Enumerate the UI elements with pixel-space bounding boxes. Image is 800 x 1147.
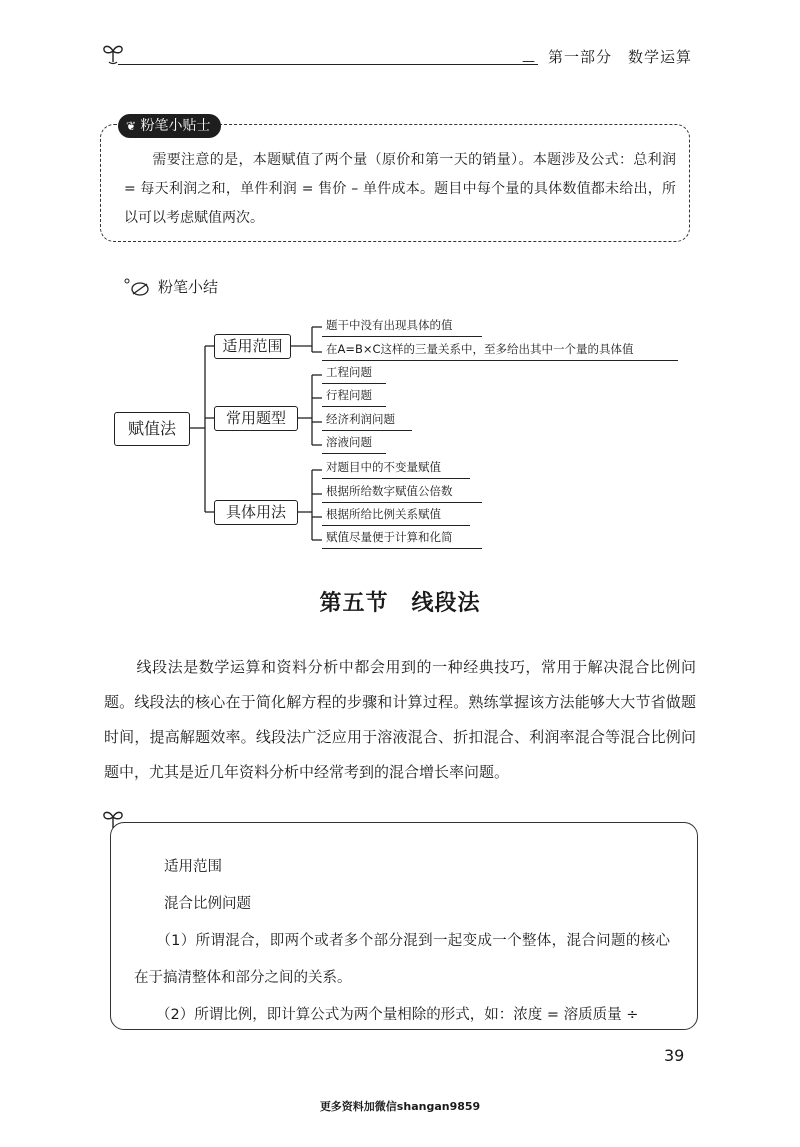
mindmap-leaf: 在A=B×C这样的三量关系中，至多给出其中一个量的具体值 xyxy=(322,340,678,361)
tip-paragraph: 需要注意的是，本题赋值了两个量（原价和第一天的销量）。本题涉及公式：总利润 = 每天利润之和，单件利润 = 售价 – 单件成本。题目中每个量的具体数值都未给出，所以可以考虑赋值两次。 xyxy=(124,152,676,226)
running-header: 第一部分 数学运算 xyxy=(548,48,693,66)
header-dash: — xyxy=(522,54,535,69)
section-paragraph: 线段法是数学运算和资料分析中都会用到的一种经典技巧，常用于解决混合比例问题。线段法的核心在于简化解方程的步骤和计算过程。熟练掌握该方法能够大大节省做题时间，提高解题效率。线段法广泛应用于溶液混合、折扣混合、利润率混合等混合比例问题中，尤其是近几年资料分析中经常考到的混合增长率问题。 xyxy=(104,658,696,781)
mindmap-leaf: 对题目中的不变量赋值 xyxy=(322,458,470,479)
mindmap-leaf: 题干中没有出现具体的值 xyxy=(322,316,482,337)
summary-title: 粉笔小结 xyxy=(158,278,219,296)
mindmap-leaf: 赋值尽量便于计算和化简 xyxy=(322,528,482,549)
mindmap-leaf: 行程问题 xyxy=(322,386,386,407)
tip-label-text: 粉笔小贴士 xyxy=(140,118,211,134)
mindmap-leaf: 溶液问题 xyxy=(322,433,386,454)
mindmap-branch-usage: 具体用法 xyxy=(214,500,298,525)
mindmap-leaf: 工程问题 xyxy=(322,363,386,384)
mindmap-branch-types: 常用题型 xyxy=(214,406,298,431)
mindmap-leaf: 根据所给数字赋值公倍数 xyxy=(322,482,482,503)
box-item-2: （2）所谓比例，即计算公式为两个量相除的形式，如：浓度 = 溶质质量 ÷ xyxy=(156,1007,639,1023)
section-title: 第五节 线段法 xyxy=(319,591,481,616)
mindmap-leaf: 经济利润问题 xyxy=(322,410,412,431)
page-number: 39 xyxy=(664,1046,685,1065)
mindmap-branch-scope: 适用范围 xyxy=(214,334,291,359)
box-heading: 适用范围 xyxy=(164,859,222,875)
mindmap-leaf: 根据所给比例关系赋值 xyxy=(322,505,470,526)
sprout-icon: ❦ xyxy=(126,119,137,133)
footer-note: 更多资料加微信shangan9859 xyxy=(319,1100,481,1113)
sprout-icon xyxy=(100,806,126,832)
mindmap-root: 赋值法 xyxy=(114,412,190,446)
box-item-1: （1）所谓混合，即两个或者多个部分混到一起变成一个整体，混合问题的核心在于搞清整体和部分之间的关系。 xyxy=(134,933,670,986)
box-subheading: 混合比例问题 xyxy=(164,896,251,912)
